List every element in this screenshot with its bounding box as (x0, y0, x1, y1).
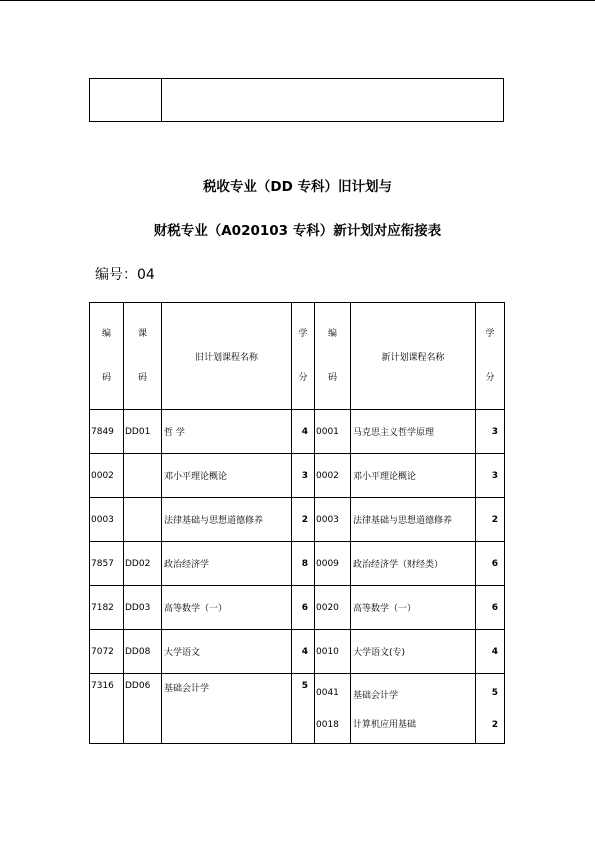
table-row (90, 674, 505, 744)
new-credit: 6 (476, 542, 505, 586)
table-row (90, 630, 505, 674)
new-name: 政治经济学（财经类） (351, 542, 476, 586)
top-rule (0, 0, 595, 1)
new-code: 0020 (315, 586, 351, 630)
old-credit: 6 (292, 586, 315, 630)
old-code: 7182 (90, 586, 124, 630)
old-code: 7857 (90, 542, 124, 586)
old-code: 0002 (90, 454, 124, 498)
new-credit: 6 (476, 586, 505, 630)
course-code: DD01 (124, 410, 162, 454)
table-row (90, 454, 505, 498)
header-old-name: 旧计划课程名称 (162, 303, 292, 410)
old-credit: 2 (292, 498, 315, 542)
old-name: 邓小平理论概论 (162, 454, 292, 498)
old-credit: 5 (292, 674, 315, 744)
table-row (90, 586, 505, 630)
new-credit: 2 (491, 719, 498, 730)
new-code: 0003 (315, 498, 351, 542)
new-code-cell (315, 674, 351, 744)
header-course-code: 课 码 (124, 303, 162, 410)
new-credit: 5 (491, 687, 498, 698)
new-credit: 4 (476, 630, 505, 674)
old-name: 高等数学（一） (162, 586, 292, 630)
old-code: 7316 (90, 674, 124, 744)
title-line-2: 财税专业（A020103 专科）新计划对应衔接表 (153, 223, 442, 239)
new-credit: 3 (476, 410, 505, 454)
new-credit: 3 (476, 454, 505, 498)
previous-table-fragment (89, 78, 504, 122)
new-code: 0041 (316, 687, 339, 698)
course-code: DD06 (124, 674, 162, 744)
old-credit: 8 (292, 542, 315, 586)
table-row (90, 498, 505, 542)
new-name: 计算机应用基础 (353, 719, 417, 730)
new-credit: 2 (476, 498, 505, 542)
new-code: 0010 (315, 630, 351, 674)
course-code: DD02 (124, 542, 162, 586)
old-name: 哲 学 (162, 410, 292, 454)
header-row (90, 303, 505, 410)
new-name: 马克思主义哲学原理 (351, 410, 476, 454)
course-code (124, 454, 162, 498)
old-name: 基础会计学 (162, 674, 292, 744)
old-name: 政治经济学 (162, 542, 292, 586)
old-code: 0003 (90, 498, 124, 542)
fragment-divider (161, 79, 162, 121)
new-name-cell (351, 674, 476, 744)
header-new-credit: 学 分 (476, 303, 505, 410)
old-name: 法律基础与思想道德修养 (162, 498, 292, 542)
old-code: 7072 (90, 630, 124, 674)
new-code: 0018 (316, 719, 339, 730)
course-code: DD03 (124, 586, 162, 630)
new-name: 大学语文(专) (351, 630, 476, 674)
new-code: 0009 (315, 542, 351, 586)
new-code: 0002 (315, 454, 351, 498)
new-credit-cell (476, 674, 505, 744)
new-name: 基础会计学 (353, 690, 399, 701)
course-code: DD08 (124, 630, 162, 674)
title-line-1: 税收专业（DD 专科）旧计划与 (202, 179, 393, 195)
new-name: 邓小平理论概论 (351, 454, 476, 498)
header-old-credit: 学 分 (292, 303, 315, 410)
table-row (90, 542, 505, 586)
header-new-name: 新计划课程名称 (351, 303, 476, 410)
old-credit: 4 (292, 410, 315, 454)
new-name: 高等数学（一） (351, 586, 476, 630)
course-code (124, 498, 162, 542)
course-mapping-table (89, 302, 505, 744)
new-code: 0001 (315, 410, 351, 454)
header-new-code: 编 码 (315, 303, 351, 410)
old-code: 7849 (90, 410, 124, 454)
table-row (90, 410, 505, 454)
old-credit: 4 (292, 630, 315, 674)
header-old-code: 编 码 (90, 303, 124, 410)
old-name: 大学语文 (162, 630, 292, 674)
new-name: 法律基础与思想道德修养 (351, 498, 476, 542)
old-credit: 3 (292, 454, 315, 498)
code-label: 编号：04 (95, 267, 155, 283)
